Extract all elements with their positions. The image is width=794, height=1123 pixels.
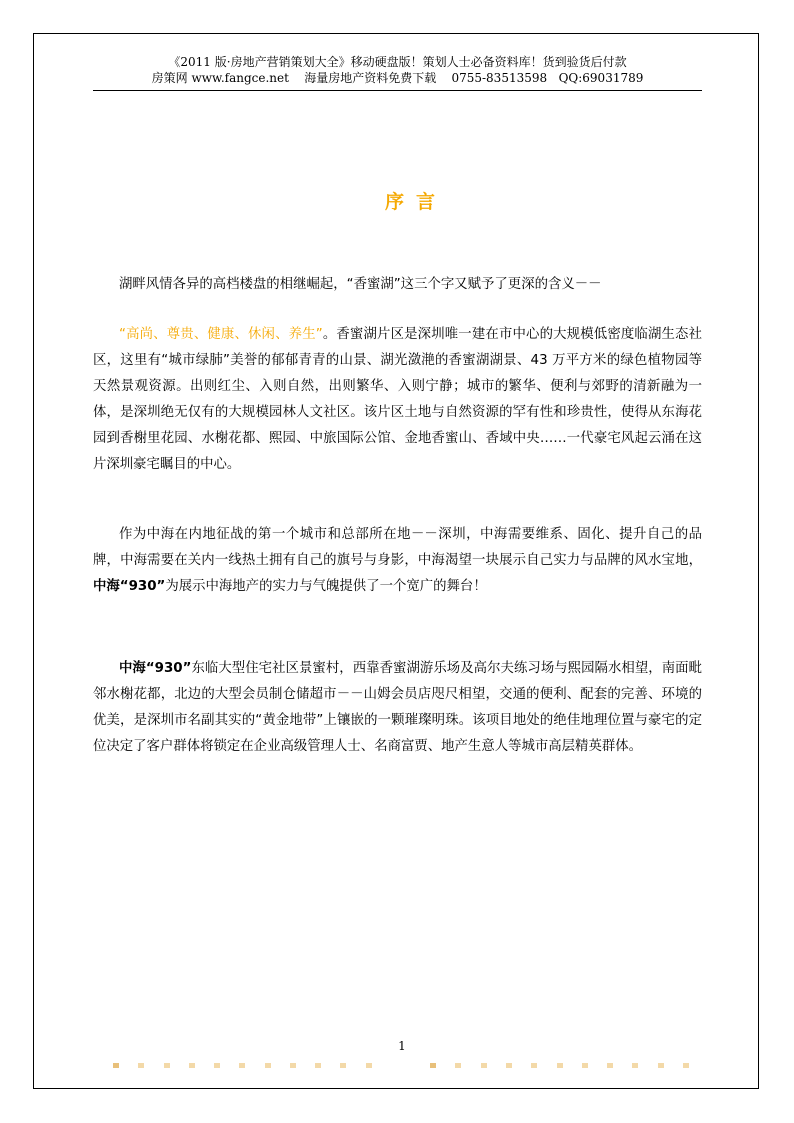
header-line-1: 《2011 版·房地产营销策划大全》移动硬盘版！策划人士必备资料库！货到验货后付款 (168, 55, 627, 69)
footer-dot (164, 1063, 170, 1068)
footer-dot (239, 1063, 245, 1068)
footer-dot (455, 1063, 461, 1068)
project-name-bold-2: 中海“930” (119, 661, 192, 676)
page-title: 序言 (384, 191, 447, 213)
footer-dot (658, 1063, 664, 1068)
footer-dot (607, 1063, 613, 1068)
footer-dot (138, 1063, 144, 1068)
footer-dot (290, 1063, 296, 1068)
project-name-bold: 中海“930” (93, 579, 166, 594)
footer-dot (315, 1063, 321, 1068)
header-line-2: 房策网 www.fangce.net 海量房地产资料免费下载 0755-83513598 QQ:69031789 (151, 71, 644, 85)
footer-decoration (113, 1060, 689, 1070)
footer-dot (430, 1063, 436, 1068)
footer-dot (481, 1063, 487, 1068)
paragraph-zhonghai-text-a: 作为中海在内地征战的第一个城市和总部所在地－－深圳，中海需要维系、固化、提升自己的品牌，中海需要在关内一线热土拥有自己的旗号与身影，中海渴望一块展示自己实力与品牌的风水宝地， (93, 527, 702, 568)
footer-dot (214, 1063, 220, 1068)
paragraph-intro (93, 272, 702, 298)
paragraph-xiangmihu-text: 。香蜜湖片区是深圳唯一建在市中心的大规模低密度临湖生态社区，这里有“城市绿肺”美誉的郁郁青青的山景、湖光潋滟的香蜜湖湖景、43 万平方米的绿色植物园等天然景观资源。出则红尘、入则自然，出则繁华、入则宁静；城市的繁华、便利与郊野的清新融为一体，是深圳绝无仅有的大规模园林人文社区。该片区土地与自然资源的罕有性和珍贵性，使得从东海花园到香榭里花园、水榭花都、熙园、中旅国际公馆、金地香蜜山、香域中央……一代豪宅风起云涌在这片深圳豪宅瞩目的中心。 (93, 327, 702, 472)
footer-dot (340, 1063, 346, 1068)
footer-dot (506, 1063, 512, 1068)
footer-dot (265, 1063, 271, 1068)
footer-dot (557, 1063, 563, 1068)
footer-dot (683, 1063, 689, 1068)
footer-dot (366, 1063, 372, 1068)
footer-dot (632, 1063, 638, 1068)
paragraph-location (93, 656, 702, 760)
highlight-phrase: “高尚、尊贵、健康、休闲、养生” (119, 327, 323, 342)
footer-dot (582, 1063, 588, 1068)
header-divider (93, 90, 702, 91)
footer-dot (189, 1063, 195, 1068)
paragraph-zhonghai (93, 522, 702, 600)
paragraph-intro-text: 湖畔风情各异的高档楼盘的相继崛起，“香蜜湖”这三个字又赋予了更深的含义－－ (119, 277, 602, 292)
paragraph-zhonghai-text-b: 为展示中海地产的实力与气魄提供了一个宽广的舞台！ (165, 579, 487, 594)
page-number: 1 (398, 1039, 406, 1053)
paragraph-xiangmihu (93, 322, 702, 478)
footer-dot (531, 1063, 537, 1068)
footer-dot (113, 1063, 119, 1068)
page-header (93, 54, 702, 86)
paragraph-location-text: 东临大型住宅社区景蜜村，西靠香蜜湖游乐场及高尔夫练习场与熙园隔水相望，南面毗邻水榭花都，北边的大型会员制仓储超市－－山姆会员店咫尺相望，交通的便利、配套的完善、环境的优美，是深圳市名副其实的“黄金地带”上镶嵌的一颗璀璨明珠。该项目地处的绝佳地理位置与豪宅的定位决定了客户群体将锁定在企业高级管理人士、名商富贾、地产生意人等城市高层精英群体。 (93, 661, 703, 754)
